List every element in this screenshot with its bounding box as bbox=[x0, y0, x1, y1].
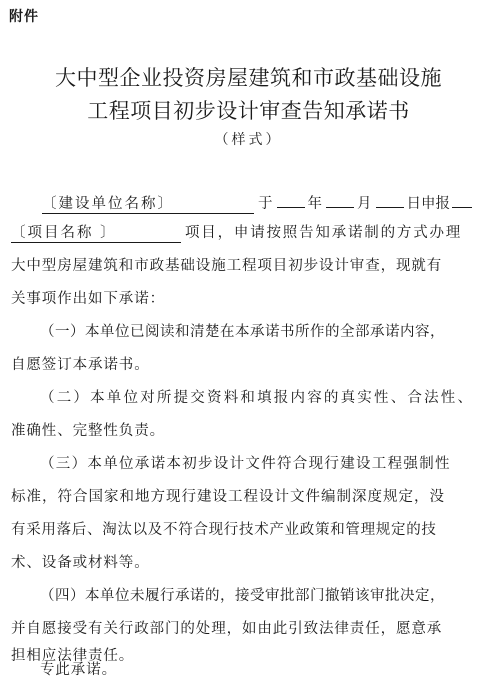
commitment-2-line-1: （二）本单位对所提交资料和填报内容的真实性、合法性、 bbox=[40, 390, 475, 406]
form-line-unit-date bbox=[42, 190, 497, 214]
label-yue: 月 bbox=[357, 196, 372, 212]
document-title-line-2: 工程项目初步设计审查告知承诺书 bbox=[87, 99, 410, 123]
form-line-project bbox=[11, 223, 497, 243]
commitment-1-line-1: （一）本单位已阅读和清楚在本承诺书所作的全部承诺内容， bbox=[40, 324, 445, 340]
intro-line-4: 关事项作出如下承诺： bbox=[11, 291, 165, 307]
commitment-4-line-1: （四）本单位未履行承诺的，接受审批部门撤销该审批决定， bbox=[40, 588, 445, 604]
commitment-4-line-2: 并自愿接受有关行政部门的处理，如由此引致法律责任，愿意承 bbox=[11, 621, 443, 637]
month-field[interactable] bbox=[326, 190, 354, 208]
commitment-3-line-4: 术、设备或材料等。 bbox=[11, 555, 150, 571]
declaration-trailing-blank[interactable] bbox=[452, 190, 472, 208]
commitment-2-line-2: 准确性、完整性负责。 bbox=[11, 423, 165, 439]
intro-line-3: 大中型房屋建筑和市政基础设施工程项目初步设计审查，现就有 bbox=[11, 258, 443, 274]
document-title-line-1: 大中型企业投资房屋建筑和市政基础设施 bbox=[55, 66, 442, 90]
day-field[interactable] bbox=[376, 190, 404, 208]
project-line-text: 项目，申请按照告知承诺制的方式办理 bbox=[185, 225, 463, 241]
commitment-3-line-3: 有采用落后、淘汰以及不符合现行技术产业政策和管理规定的技 bbox=[11, 522, 437, 538]
label-nian: 年 bbox=[307, 196, 322, 212]
commitment-1-line-2: 自愿签订本承诺书。 bbox=[11, 357, 150, 373]
unit-name-field[interactable] bbox=[42, 196, 254, 214]
label-ri-shenbao: 日申报 bbox=[406, 196, 450, 212]
project-name-field[interactable] bbox=[11, 225, 181, 243]
project-name-placeholder: 〔项目名称 〕 bbox=[11, 225, 117, 241]
commitment-3-line-1: （三）本单位承诺本初步设计文件符合现行建设工程强制性 bbox=[40, 456, 451, 472]
unit-name-placeholder: 〔建设单位名称〕 bbox=[42, 196, 174, 212]
document-subtitle: （样式） bbox=[214, 132, 283, 148]
commitment-3-line-2: 标准，符合国家和地方现行建设工程设计文件编制深度规定，没 bbox=[11, 489, 445, 505]
commitment-4-line-3: 担相应法律责任。 bbox=[11, 648, 135, 664]
label-yu: 于 bbox=[258, 196, 273, 212]
year-field[interactable] bbox=[277, 190, 305, 208]
closing-statement: 专此承诺。 bbox=[40, 662, 117, 678]
attachment-label: 附件 bbox=[9, 9, 39, 25]
